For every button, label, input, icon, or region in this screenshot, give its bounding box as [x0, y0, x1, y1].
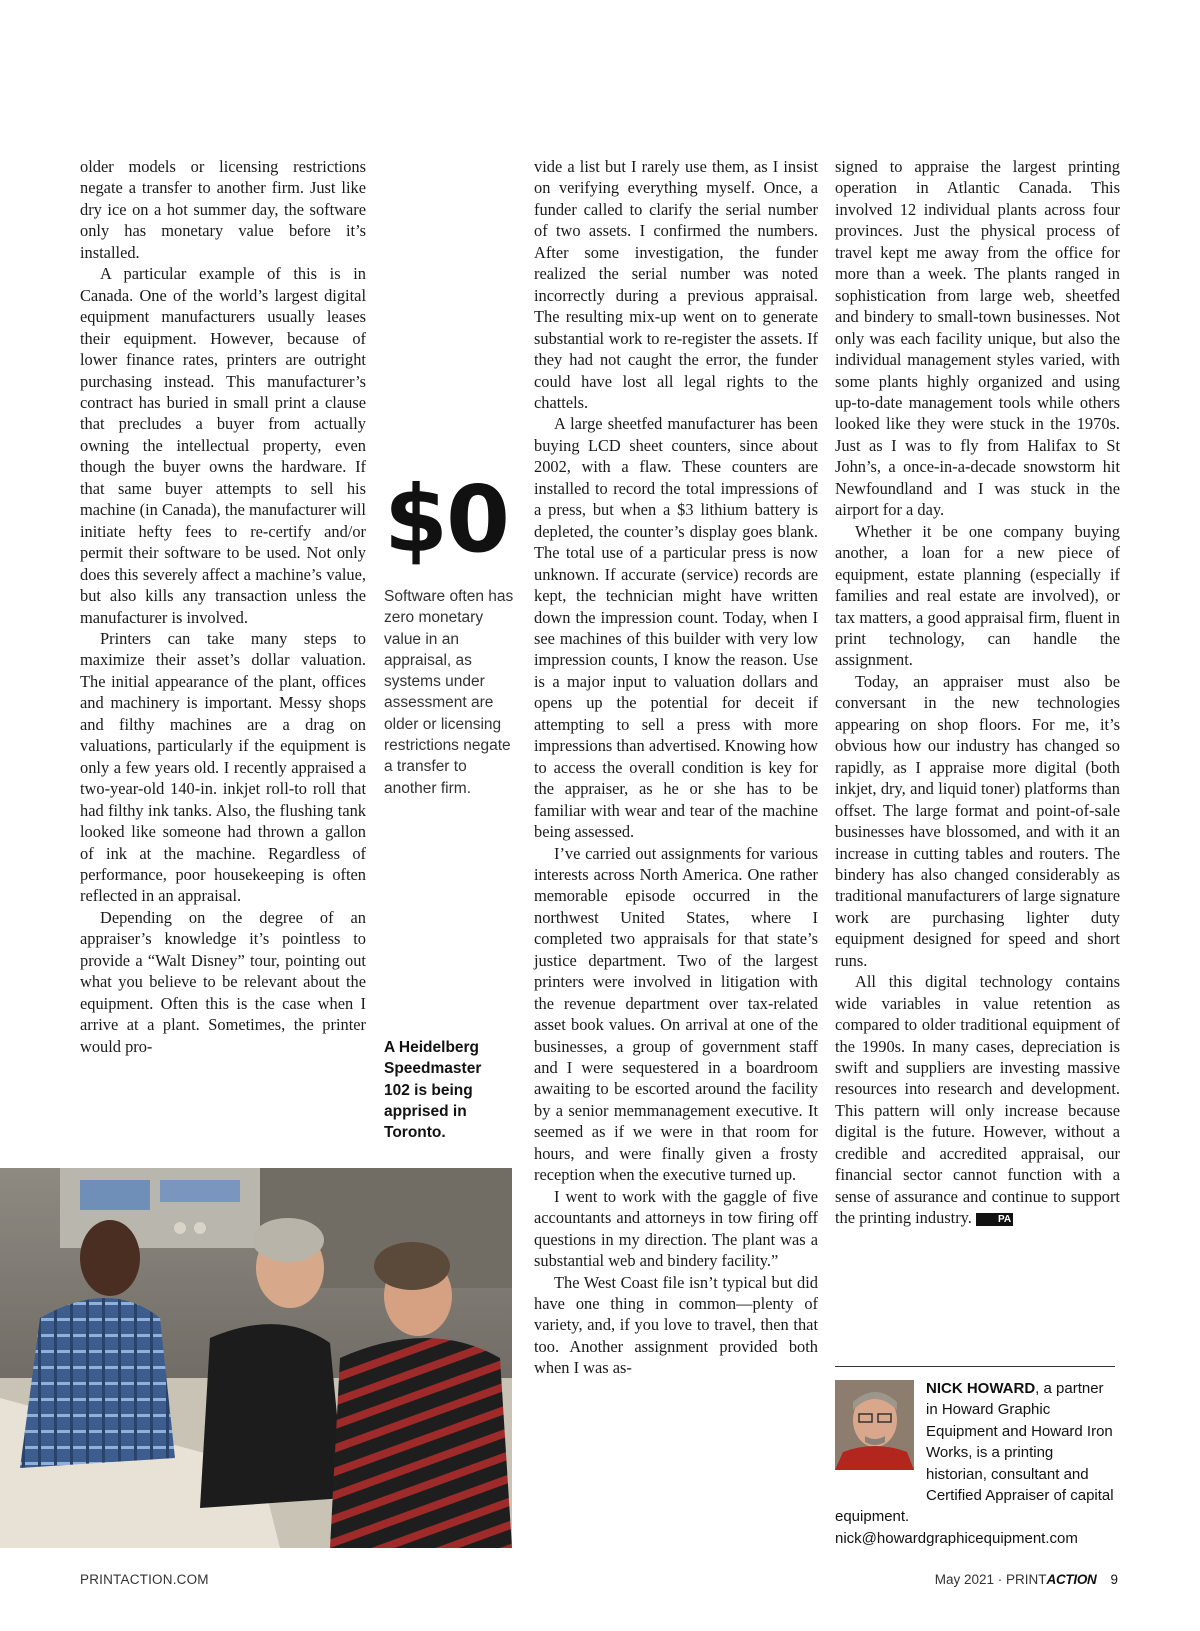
footer-folio: [935, 1572, 1118, 1587]
article-paragraph-text: All this digital technology contains wide variables in value retention as compared to older traditional equipment of the 1990s. In many cases, depreciation is swift and suppliers are investing massive resources into research and development. This pattern will only increase because digital is the future. However, without a credible and accredited appraisal, our financial sector cannot function with a sense of assurance and continue to support the printing industry.: [835, 972, 1120, 1228]
article-paragraph: The West Coast file isn’t typical but did have one thing in common—plenty of variety, and, if you love to travel, then that too. Another assignment provided both when I was as-: [534, 1272, 818, 1378]
footer-brand: ACTION: [1046, 1572, 1097, 1587]
author-name: NICK HOWARD: [926, 1380, 1036, 1397]
article-paragraph: Printers can take many steps to maximize their asset’s dollar valuation. The initial appearance of the plant, offices and machinery is important. Messy shops and filthy machines are a drag on valuations, particularly if the equipment is only a few years old. I recently appraised a two-year-old 140-in. inkjet roll-to roll that had filthy ink tanks. Also, the flushing tank looked like someone had thrown a gallon of ink at the machine. Regardless of performance, poor housekeeping is often reflected in an appraisal.: [80, 628, 366, 906]
footer-issue-date: May 2021 · PRINT: [934, 1572, 1047, 1587]
pullquote-figure: $0: [384, 466, 509, 573]
author-bio: [835, 1378, 1115, 1549]
pullquote-text: Software often has zero monetary value in an appraisal, as systems under assessment are older or licensing restrictions negate a transfer to another firm.: [384, 588, 514, 797]
article-paragraph: I’ve carried out assignments for various interests across North America. One rather memorable episode occurred in the northwest United States, where I completed two appraisals for that state’s justice department. Two of the largest printers were involved in litigation with the revenue department over tax-related asset book values. On arrival at one of the businesses, a group of government staff and I were sequestered in a boardroom awaiting to be escorted around the facility by a senior memmanagement executive. It seemed as if we were in that room for hours, and were finally given a frosty reception when the executive turned up.: [534, 843, 818, 1185]
article-column-3: [835, 156, 1120, 1229]
footer-website: PRINTACTION.COM: [80, 1572, 209, 1587]
photo-caption: A Heidelberg Speedmaster 102 is being apprised in Toronto.: [384, 1039, 482, 1142]
article-photo: [0, 1168, 512, 1548]
author-email[interactable]: nick@howardgraphicequipment.com: [835, 1529, 1078, 1547]
article-paragraph: [835, 971, 1120, 1228]
article-paragraph: older models or licensing restrictions negate a transfer to another firm. Just like dry ice on a hot summer day, the software only has monetary value before it’s installed.: [80, 157, 366, 262]
article-paragraph: vide a list but I rarely use them, as I insist on verifying everything myself. Once, a funder called to clarify the serial number of two assets. I confirmed the numbers. After some investigation, the funder realized the serial number was noted incorrectly during a previous appraisal. The resulting mix-up went on to generate substantial work to re-register the assets. If they had not caught the error, the funder could have lost all legal rights to the chattels.: [534, 157, 818, 412]
article-column-2: [534, 156, 818, 1379]
article-paragraph: signed to appraise the largest printing operation in Atlantic Canada. This involved 12 individual plants across four provinces. Just the physical process of travel kept me away from the office for more than a week. The plants ranged in sophistication from large web, sheetfed and bindery to small-town businesses. Not only was each facility unique, but also the individual management styles varied, with some plants highly organized and using up-to-date management tools while others looked like they were stuck in the 1970s. Just as I was to fly from Halifax to St John’s, a once-in-a-decade snowstorm hit Newfoundland and I was stuck in the airport for a day.: [835, 157, 1120, 520]
article-paragraph: A large sheetfed manufacturer has been buying LCD sheet counters, since about 2002, with a flaw. These counters are installed to record the total impressions of a press, but when a $3 lithium battery is depleted, the counter’s display goes blank. The total use of a particular press is now unknown. If accurate (service) records are kept, the technician might have written down the impression count. Today, when I see machines of this builder with very low impression counts, I know the reason. Use is a major input to valuation dollars and opens up the potential for deceit if attempting to sell a press with more impressions than advertised. Knowing how to access the overall condition is key for the appraiser, as he or she has to be familiar with wear and tear of the machine being assessed.: [534, 414, 818, 842]
article-paragraph: A particular example of this is in Canada. One of the world’s largest digital equipment manufacturers usually leases their equipment. However, because of lower finance rates, printers are outright purchasing instead. This manufacturer’s contract has buried in small print a clause that precludes a buyer from actually owning the intellectual property, even though the buyer owns the hardware. If that same buyer attempts to sell his machine (in Canada), the manufacturer will initiate hefty fees to re-certify and/or permit their software to be used. Not only does this severely affect a machine’s value, but also kills any transaction unless the manufacturer is involved.: [80, 264, 366, 627]
bio-divider: [835, 1366, 1115, 1367]
article-column-1: [80, 156, 366, 1057]
press-operators-illustration: [0, 1168, 512, 1548]
author-description: , a partner in Howard Graphic Equipment and Howard Iron Works, is a printing historian, consultant and Certified Appraiser of capital equipment.: [835, 1380, 1114, 1526]
article-paragraph: Depending on the degree of an appraiser’s knowledge it’s pointless to provide a “Walt Disney” tour, pointing out what you believe to be relevant about the equipment. Often this is the case when I arrive at a plant. Sometimes, the printer would pro-: [80, 907, 366, 1056]
page-number: 9: [1110, 1572, 1118, 1587]
article-paragraph: I went to work with the gaggle of five accountants and attorneys in tow firing off questions in my direction. The plant was a substantial web and bindery facility.”: [534, 1186, 818, 1271]
article-paragraph: Whether it be one company buying another, a loan for a new piece of equipment, estate planning (especially if families and real estate are involved), or tax matters, a good appraisal firm, fluent in print technology, can handle the assignment.: [835, 521, 1120, 670]
article-paragraph: Today, an appraiser must also be conversant in the new technologies appearing on shop floors. For me, it’s obvious how our industry has changed so rapidly, as I appraise more digital (both inkjet, dry, and liquid toner) platforms than offset. The large format and point-of-sale businesses have blossomed, and with it an increase in cutting tables and routers. The bindery has also changed considerably as traditional manufacturers of large signature work are purchasing lighter duty equipment designed for speed and short runs.: [835, 671, 1120, 970]
end-of-article-mark: PA: [976, 1213, 1013, 1226]
